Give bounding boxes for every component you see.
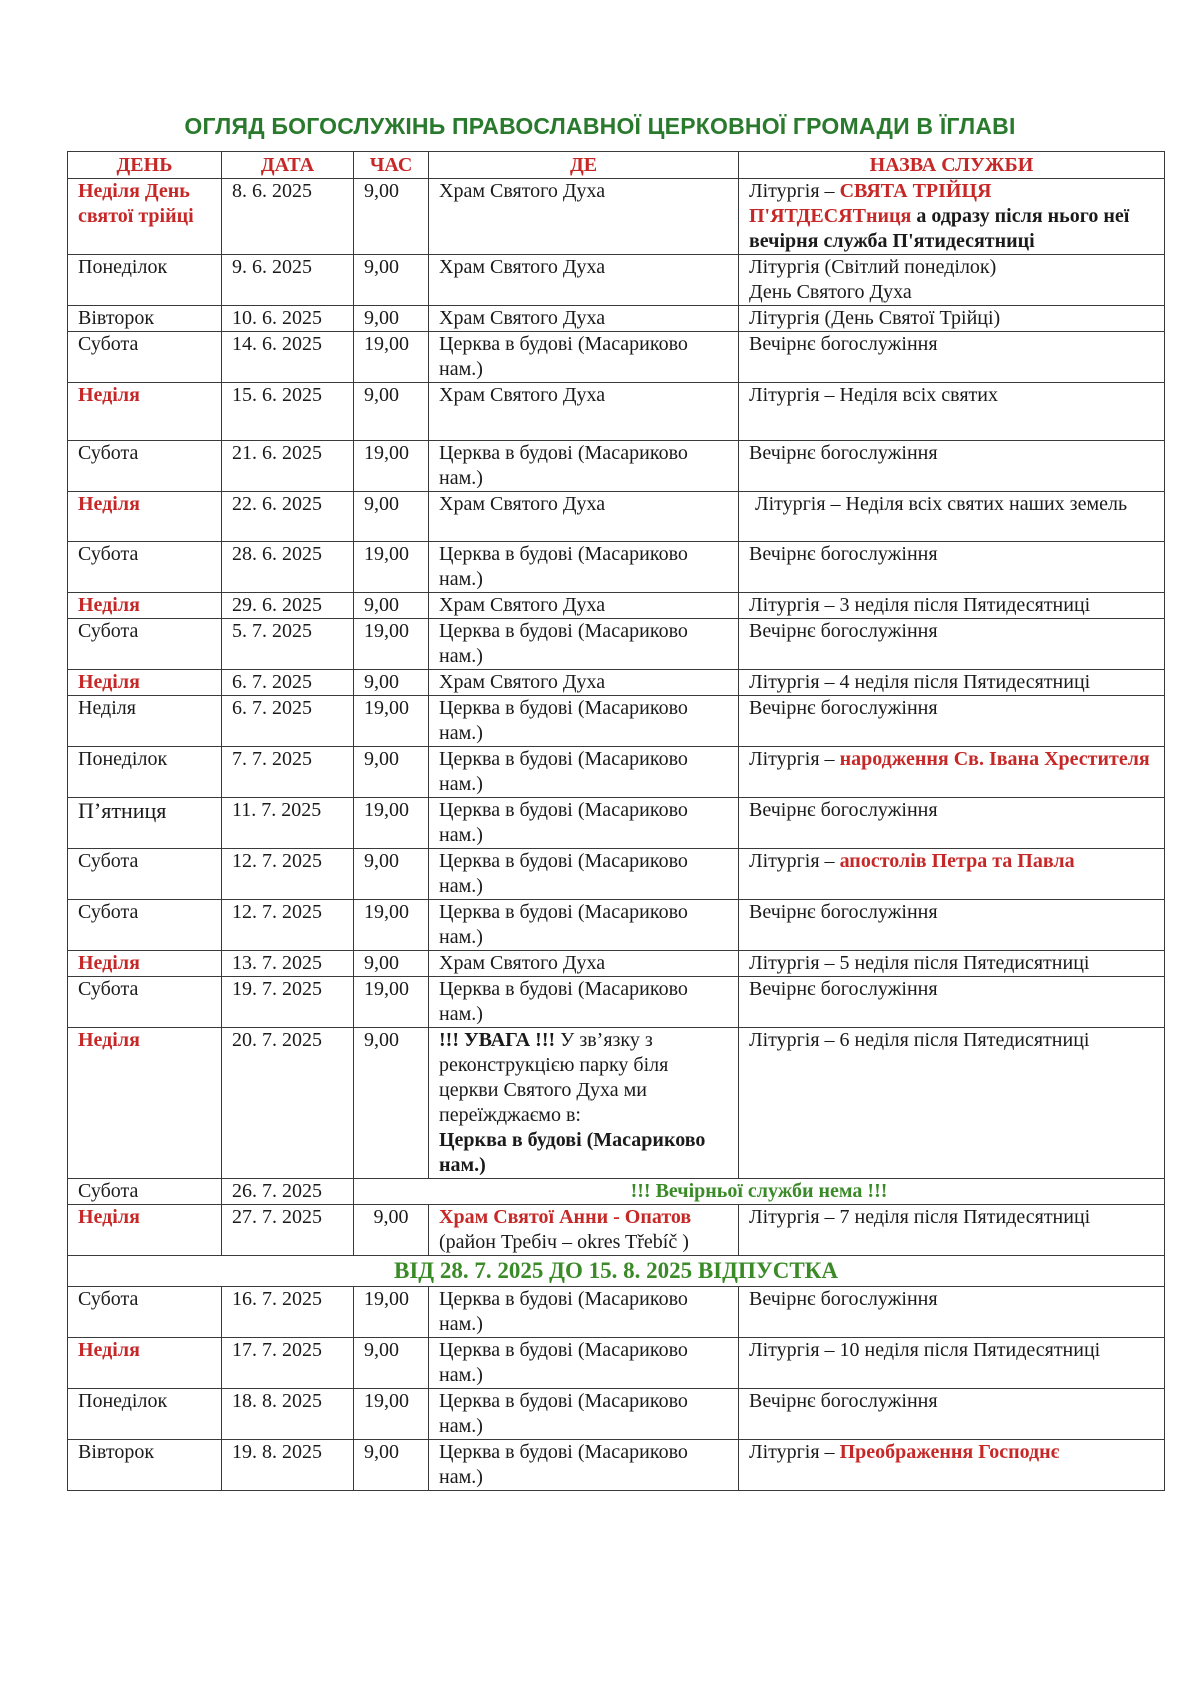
day-cell: Неділя: [68, 670, 222, 696]
table-row: [68, 798, 1165, 849]
day-cell: Понеділок: [68, 255, 222, 306]
time-cell: 19,00: [354, 332, 429, 383]
day-cell: Субота: [68, 1179, 222, 1205]
where-cell: Храм Святого Духа: [429, 179, 739, 255]
service-cell: Вечірнє богослужіння: [739, 542, 1165, 593]
service-line: Літургія (Світлий понеділок): [749, 256, 997, 278]
attention-label: !!! УВАГА !!!: [439, 1029, 556, 1051]
day-cell: Понеділок: [68, 747, 222, 798]
service-cell: Вечірнє богослужіння: [739, 441, 1165, 492]
table-row: [68, 441, 1165, 492]
service-prefix: Літургія –: [749, 748, 840, 770]
new-location: Церква в будові (Масариково нам.): [439, 1129, 706, 1176]
service-cell: [739, 849, 1165, 900]
table-row: [68, 492, 1165, 542]
time-cell: 9,00: [354, 255, 429, 306]
service-cell: Вечірнє богослужіння: [739, 1287, 1165, 1338]
time-cell: 19,00: [354, 696, 429, 747]
where-cell: Церква в будові (Масариково нам.): [429, 332, 739, 383]
date-cell: 13. 7. 2025: [222, 951, 354, 977]
where-cell: Храм Святого Духа: [429, 255, 739, 306]
service-cell: Літургія – 10 неділя після Пятидесятниці: [739, 1338, 1165, 1389]
table-row: [68, 619, 1165, 670]
day-cell: Субота: [68, 619, 222, 670]
where-cell: Церква в будові (Масариково нам.): [429, 542, 739, 593]
where-cell: [429, 1028, 739, 1179]
table-row: [68, 179, 1165, 255]
service-cell: [739, 255, 1165, 306]
day-cell: Неділя: [68, 492, 222, 542]
table-row: [68, 951, 1165, 977]
table-header-row: [68, 152, 1165, 179]
date-cell: 18. 8. 2025: [222, 1389, 354, 1440]
where-cell: Церква в будові (Масариково нам.): [429, 747, 739, 798]
day-cell: Неділя: [68, 1205, 222, 1256]
date-cell: 8. 6. 2025: [222, 179, 354, 255]
date-cell: 19. 7. 2025: [222, 977, 354, 1028]
day-cell: Субота: [68, 542, 222, 593]
service-prefix: Літургія –: [749, 1441, 840, 1463]
date-cell: 22. 6. 2025: [222, 492, 354, 542]
time-cell: 9,00: [354, 747, 429, 798]
where-cell: Церква в будові (Масариково нам.): [429, 1287, 739, 1338]
time-cell: 9,00: [354, 670, 429, 696]
table-row: [68, 383, 1165, 441]
table-row: [68, 1179, 1165, 1205]
service-note: а одразу після нього неї вечірня служба П'ятидесятниці: [749, 205, 1130, 252]
date-cell: 9. 6. 2025: [222, 255, 354, 306]
date-cell: 27. 7. 2025: [222, 1205, 354, 1256]
service-cell: Вечірнє богослужіння: [739, 977, 1165, 1028]
day-cell: Субота: [68, 441, 222, 492]
time-cell: 19,00: [354, 542, 429, 593]
date-cell: 28. 6. 2025: [222, 542, 354, 593]
date-cell: 15. 6. 2025: [222, 383, 354, 441]
service-cell: Літургія – Неділя всіх святих: [739, 383, 1165, 441]
vacation-banner: ВІД 28. 7. 2025 ДО 15. 8. 2025 ВІДПУСТКА: [68, 1256, 1165, 1287]
date-cell: 20. 7. 2025: [222, 1028, 354, 1179]
service-highlight: СВЯТА ТРІЙЦЯ П'ЯТДЕСЯТниця: [749, 180, 992, 227]
header-service: НАЗВА СЛУЖБИ: [739, 152, 1165, 179]
time-cell: 9,00: [354, 492, 429, 542]
date-cell: 6. 7. 2025: [222, 670, 354, 696]
table-row: [68, 1440, 1165, 1491]
day-cell: Неділя: [68, 1338, 222, 1389]
where-cell: Храм Святого Духа: [429, 951, 739, 977]
time-cell: 9,00: [354, 849, 429, 900]
service-cell: Вечірнє богослужіння: [739, 696, 1165, 747]
service-prefix: Літургія –: [749, 850, 840, 872]
header-time: ЧАС: [354, 152, 429, 179]
where-highlight: Храм Святої Анни - Опатов: [439, 1206, 692, 1228]
day-cell: Понеділок: [68, 1389, 222, 1440]
service-line: День Святого Духа: [749, 281, 912, 303]
notice-cell: !!! Вечірньої служби нема !!!: [354, 1179, 1165, 1205]
time-cell: 9,00: [354, 1440, 429, 1491]
time-cell: 9,00: [354, 1028, 429, 1179]
service-cell: Літургія – 7 неділя після Пятидесятниці: [739, 1205, 1165, 1256]
day-cell: Вівторок: [68, 306, 222, 332]
table-row: [68, 593, 1165, 619]
where-cell: Храм Святого Духа: [429, 593, 739, 619]
table-row: [68, 747, 1165, 798]
table-row: [68, 255, 1165, 306]
page-title: ОГЛЯД БОГОСЛУЖІНЬ ПРАВОСЛАВНОЇ ЦЕРКОВНОЇ ГРОМАДИ В ЇГЛАВІ: [184, 113, 1016, 139]
time-cell: 19,00: [354, 1287, 429, 1338]
service-cell: Літургія – 6 неділя після Пятедисятниці: [739, 1028, 1165, 1179]
service-cell: Вечірнє богослужіння: [739, 900, 1165, 951]
attention-text: У зв’язку з реконструкцією парку біля церкви Святого Духа ми переїжджаємо в:: [439, 1029, 669, 1126]
date-cell: 21. 6. 2025: [222, 441, 354, 492]
day-cell: Неділя: [68, 593, 222, 619]
date-cell: 19. 8. 2025: [222, 1440, 354, 1491]
service-highlight: народження Св. Івана Хрестителя: [839, 748, 1150, 770]
time-cell: 9,00: [354, 593, 429, 619]
date-cell: 26. 7. 2025: [222, 1179, 354, 1205]
where-cell: Храм Святого Духа: [429, 306, 739, 332]
where-district: (район Требіч – okres Třebíč ): [439, 1231, 689, 1253]
date-cell: 12. 7. 2025: [222, 900, 354, 951]
time-cell: 9,00: [354, 951, 429, 977]
date-cell: 7. 7. 2025: [222, 747, 354, 798]
day-cell: Субота: [68, 900, 222, 951]
day-cell: Неділя: [68, 696, 222, 747]
date-cell: 10. 6. 2025: [222, 306, 354, 332]
time-cell: 19,00: [354, 977, 429, 1028]
time-cell: 19,00: [354, 619, 429, 670]
service-cell: [739, 747, 1165, 798]
where-cell: Церква в будові (Масариково нам.): [429, 1440, 739, 1491]
table-row: [68, 1389, 1165, 1440]
where-cell: Церква в будові (Масариково нам.): [429, 619, 739, 670]
time-cell: 19,00: [354, 900, 429, 951]
where-cell: Церква в будові (Масариково нам.): [429, 696, 739, 747]
table-row: [68, 306, 1165, 332]
service-cell: Літургія – 4 неділя після Пятидесятниці: [739, 670, 1165, 696]
table-row: [68, 1338, 1165, 1389]
date-cell: 29. 6. 2025: [222, 593, 354, 619]
header-day: ДЕНЬ: [68, 152, 222, 179]
date-cell: 5. 7. 2025: [222, 619, 354, 670]
table-row: [68, 900, 1165, 951]
time-cell: 9,00: [354, 306, 429, 332]
day-cell: Субота: [68, 332, 222, 383]
where-cell: Храм Святого Духа: [429, 383, 739, 441]
where-cell: Церква в будові (Масариково нам.): [429, 900, 739, 951]
time-cell: 9,00: [354, 179, 429, 255]
table-row: [68, 542, 1165, 593]
where-cell: Церква в будові (Масариково нам.): [429, 441, 739, 492]
day-cell: Неділя: [68, 951, 222, 977]
service-cell: Літургія – Неділя всіх святих наших земель: [739, 492, 1165, 542]
service-cell: Літургія – 5 неділя після Пятедисятниці: [739, 951, 1165, 977]
time-cell: 9,00: [354, 1338, 429, 1389]
day-cell: Неділя День святої трійці: [68, 179, 222, 255]
where-cell: Церква в будові (Масариково нам.): [429, 1338, 739, 1389]
service-cell: Вечірнє богослужіння: [739, 1389, 1165, 1440]
table-row: [68, 1287, 1165, 1338]
where-cell: Церква в будові (Масариково нам.): [429, 849, 739, 900]
where-cell: Храм Святого Духа: [429, 670, 739, 696]
day-cell: Субота: [68, 849, 222, 900]
service-highlight: апостолів Петра та Павла: [839, 850, 1075, 872]
time-cell: 9,00: [354, 383, 429, 441]
service-cell: [739, 179, 1165, 255]
where-cell: Церква в будові (Масариково нам.): [429, 977, 739, 1028]
date-cell: 16. 7. 2025: [222, 1287, 354, 1338]
date-cell: 11. 7. 2025: [222, 798, 354, 849]
table-row: [68, 977, 1165, 1028]
where-cell: [429, 1205, 739, 1256]
date-cell: 6. 7. 2025: [222, 696, 354, 747]
time-cell: 19,00: [354, 798, 429, 849]
time-cell: 19,00: [354, 441, 429, 492]
table-row: [68, 849, 1165, 900]
service-cell: Літургія (День Святої Трійці): [739, 306, 1165, 332]
time-cell: 19,00: [354, 1389, 429, 1440]
table-row: [68, 1205, 1165, 1256]
day-cell: Субота: [68, 977, 222, 1028]
service-prefix: Літургія –: [749, 180, 840, 202]
date-cell: 12. 7. 2025: [222, 849, 354, 900]
service-cell: Літургія – 3 неділя після Пятидесятниці: [739, 593, 1165, 619]
day-cell: Субота: [68, 1287, 222, 1338]
table-row: [68, 696, 1165, 747]
service-highlight: Преображення Господнє: [839, 1441, 1060, 1463]
header-where: ДЕ: [429, 152, 739, 179]
time-cell: 9,00: [354, 1205, 429, 1256]
service-cell: Вечірнє богослужіння: [739, 798, 1165, 849]
header-date: ДАТА: [222, 152, 354, 179]
where-cell: Церква в будові (Масариково нам.): [429, 1389, 739, 1440]
date-cell: 14. 6. 2025: [222, 332, 354, 383]
day-cell: Неділя: [68, 383, 222, 441]
vacation-banner-row: [68, 1256, 1165, 1287]
table-row: [68, 332, 1165, 383]
table-row: [68, 1028, 1165, 1179]
service-cell: Вечірнє богослужіння: [739, 332, 1165, 383]
table-row: [68, 670, 1165, 696]
where-cell: Церква в будові (Масариково нам.): [429, 798, 739, 849]
service-cell: [739, 1440, 1165, 1491]
day-cell: Неділя: [68, 1028, 222, 1179]
day-cell: Вівторок: [68, 1440, 222, 1491]
where-cell: Храм Святого Духа: [429, 492, 739, 542]
day-cell: П’ятниця: [68, 798, 222, 849]
services-table: [67, 151, 1165, 1491]
date-cell: 17. 7. 2025: [222, 1338, 354, 1389]
service-cell: Вечірнє богослужіння: [739, 619, 1165, 670]
